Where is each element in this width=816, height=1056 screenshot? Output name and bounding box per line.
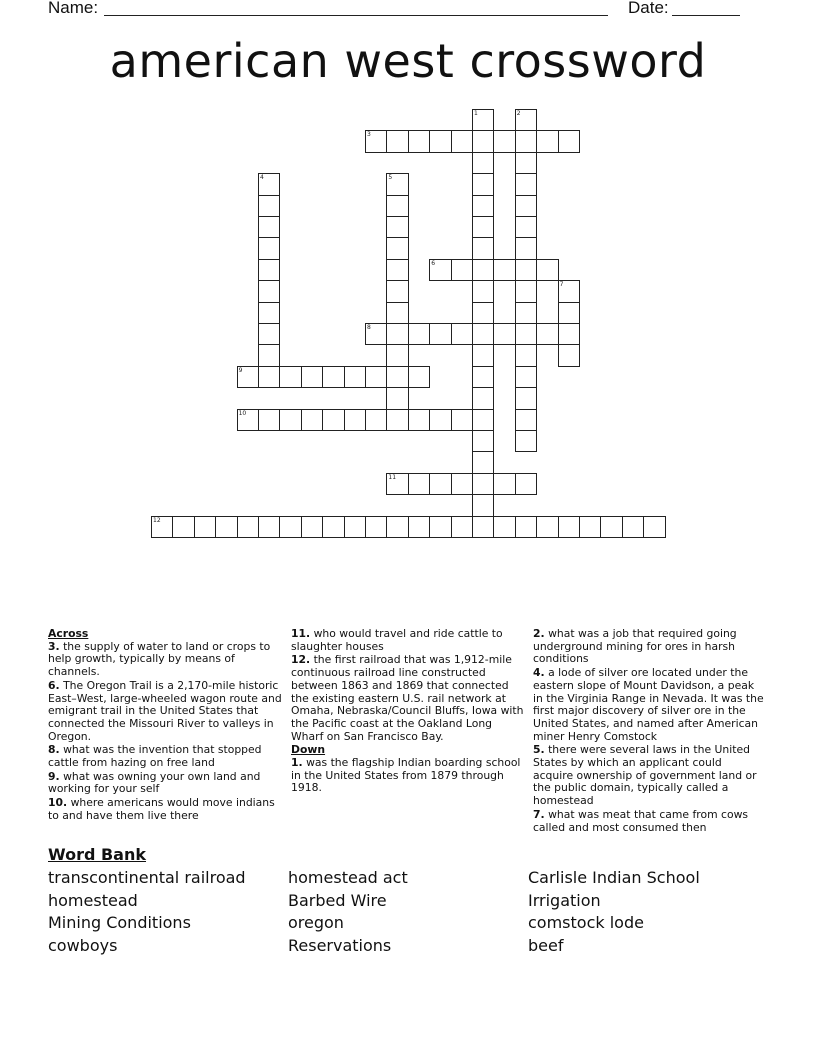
grid-cell[interactable]: [472, 237, 494, 259]
clue-number-label: 12: [153, 516, 161, 524]
grid-cell[interactable]: [258, 323, 280, 345]
clue-number-label: 6: [431, 259, 436, 267]
grid-cell[interactable]: [515, 237, 537, 259]
grid-cell[interactable]: [386, 259, 408, 281]
clue-text: the supply of water to land or crops to help growth, typically by means of channels.: [48, 639, 271, 679]
word-bank-item: transcontinental railroad: [48, 868, 246, 887]
clue-across-6: [48, 680, 284, 744]
word-bank-column-2: [288, 867, 408, 957]
grid-cell[interactable]: [472, 152, 494, 174]
grid-cell[interactable]: [365, 409, 387, 431]
grid-cell[interactable]: [386, 216, 408, 238]
word-bank-item: Irrigation: [528, 890, 601, 910]
word-bank-column-3: [528, 867, 700, 957]
grid-cell[interactable]: [408, 516, 430, 538]
grid-cell[interactable]: [515, 366, 537, 388]
clue-text: where americans would move indians to and have them live there: [48, 796, 275, 822]
grid-cell[interactable]: [622, 516, 644, 538]
grid-cell[interactable]: [172, 516, 194, 538]
clue-number-label: 3: [367, 131, 371, 139]
grid-cell[interactable]: [558, 302, 580, 324]
grid-cell[interactable]: [515, 516, 537, 538]
grid-cell[interactable]: [451, 409, 473, 431]
grid-cell[interactable]: [301, 409, 323, 431]
clue-number: 10.: [48, 796, 68, 810]
grid-cell[interactable]: [322, 409, 344, 431]
clue-text: a lode of silver ore located under the eastern slope of Mount Davidson, a peak in the Virginia Range in Nevada. It was the first major discovery of silver ore in the United States, and named after American miner Henry Comstock: [533, 666, 764, 743]
grid-cell[interactable]: [279, 516, 301, 538]
clue-text: what was owning your own land and working for your self: [48, 769, 261, 796]
clue-number-label: 10: [238, 409, 247, 417]
grid-cell[interactable]: [258, 366, 280, 388]
clue-number-label: 5: [388, 174, 393, 182]
clue-number: 6.: [48, 678, 60, 692]
grid-cell[interactable]: [279, 366, 301, 388]
clue-text: was the flagship Indian boarding school in the United States from 1879 through 1918.: [291, 756, 521, 795]
grid-cell[interactable]: [472, 216, 494, 238]
clue-number-label: 9: [238, 366, 243, 374]
clue-number: 8.: [48, 743, 60, 757]
grid-cell[interactable]: [258, 344, 280, 366]
grid-cell[interactable]: [472, 430, 494, 452]
grid-cell[interactable]: [258, 237, 280, 259]
word-bank-item: cowboys: [48, 935, 118, 955]
grid-cell[interactable]: [515, 323, 537, 345]
grid-cell[interactable]: [301, 516, 323, 538]
clue-number: 12.: [291, 653, 311, 667]
grid-cell[interactable]: [322, 366, 344, 388]
grid-cell[interactable]: [386, 387, 408, 409]
clue-number-label: 4: [260, 174, 264, 182]
clue-text: The Oregon Trail is a 2,170-mile historic East–West, large-wheeled wagon route and emigrant trail in the United States that connected the Missouri River to valleys in Oregon.: [48, 678, 282, 743]
page-title: american west crossword: [109, 34, 707, 88]
date-label: Date:: [628, 0, 669, 17]
word-bank-column-1: [48, 867, 246, 957]
grid-cell[interactable]: [536, 516, 558, 538]
word-bank-item: Reservations: [288, 935, 392, 955]
word-bank-item: Barbed Wire: [288, 890, 387, 910]
clue-text: what was a job that required going underground mining for ores in harsh conditions: [533, 627, 737, 666]
grid-cell[interactable]: [258, 302, 280, 324]
grid-cell[interactable]: [515, 302, 537, 324]
grid-cell[interactable]: [493, 259, 515, 281]
grid-cell[interactable]: [451, 323, 473, 345]
clue-number: 4.: [533, 666, 545, 680]
grid-cell[interactable]: [515, 130, 537, 152]
grid-cell[interactable]: [558, 323, 580, 345]
grid-cell[interactable]: [408, 409, 430, 431]
grid-cell[interactable]: [515, 409, 537, 431]
name-label: Name:: [48, 0, 99, 17]
clue-number: 5.: [533, 743, 545, 757]
grid-cell[interactable]: [429, 473, 451, 495]
grid-cell[interactable]: [493, 473, 515, 495]
grid-cell[interactable]: [344, 366, 366, 388]
clue-down-4: [533, 667, 765, 743]
grid-cell[interactable]: [386, 302, 408, 324]
grid-cell[interactable]: [558, 344, 580, 366]
grid-cell[interactable]: [258, 516, 280, 538]
grid-cell[interactable]: [258, 259, 280, 281]
word-bank-item: homestead: [48, 890, 138, 910]
word-bank-item: oregon: [288, 913, 344, 933]
grid-cell[interactable]: [258, 280, 280, 302]
grid-cell[interactable]: [429, 323, 451, 345]
grid-cell[interactable]: [536, 323, 558, 345]
clue-text: there were several laws in the United States by which an applicant could acquire ownership of government land or the public domain, typically called a homestead: [533, 743, 757, 808]
word-bank-item: Mining Conditions: [48, 913, 191, 933]
grid-cell[interactable]: [429, 516, 451, 538]
grid-cell[interactable]: [237, 516, 259, 538]
grid-cell[interactable]: [515, 216, 537, 238]
word-bank-item: beef: [528, 935, 564, 955]
clue-across-3: [48, 641, 284, 679]
grid-cell[interactable]: [386, 237, 408, 259]
grid-cell[interactable]: [472, 302, 494, 324]
grid-cell[interactable]: [386, 323, 408, 345]
grid-cell[interactable]: [472, 130, 494, 152]
grid-cell[interactable]: [558, 130, 580, 152]
grid-cell[interactable]: [386, 516, 408, 538]
clue-number-label: 8: [367, 324, 371, 331]
grid-cell[interactable]: [515, 473, 537, 495]
grid-cell[interactable]: [322, 516, 344, 538]
grid-cell[interactable]: [386, 130, 408, 152]
across-heading: Across: [48, 627, 89, 640]
clue-number: 1.: [291, 756, 303, 770]
clue-number: 9.: [48, 769, 60, 783]
clue-number-label: 11: [388, 473, 397, 481]
word-bank-title: Word Bank: [48, 845, 147, 864]
grid-cell[interactable]: [579, 516, 601, 538]
clue-text: what was the invention that stopped cattle from hazing on free land: [48, 743, 262, 770]
grid-cell[interactable]: [515, 344, 537, 366]
grid-cell[interactable]: [600, 516, 622, 538]
grid-cell[interactable]: [558, 516, 580, 538]
clue-number: 11.: [291, 627, 311, 640]
clue-across-12: [291, 654, 525, 743]
grid-cell[interactable]: [258, 409, 280, 431]
clue-across-8: [48, 744, 284, 769]
clue-column-2: [291, 628, 525, 796]
grid-cell[interactable]: [472, 173, 494, 195]
grid-cell[interactable]: [365, 516, 387, 538]
grid-cell[interactable]: [472, 366, 494, 388]
clue-down-2: [533, 628, 765, 666]
grid-cell[interactable]: [451, 259, 473, 281]
grid-cell[interactable]: [472, 195, 494, 217]
grid-cell[interactable]: [386, 280, 408, 302]
grid-cell[interactable]: [408, 366, 430, 388]
grid-cell[interactable]: [515, 195, 537, 217]
grid-cell[interactable]: [493, 130, 515, 152]
grid-cell[interactable]: [472, 409, 494, 431]
grid-cell[interactable]: [194, 516, 216, 538]
clue-number-label: 7: [559, 281, 564, 289]
clue-column-3: [533, 628, 765, 835]
grid-cell[interactable]: [493, 323, 515, 345]
clue-across-10: [48, 797, 284, 822]
clue-text: the first railroad that was 1,912-mile continuous railroad line constructed between 1863 and 1869 that connected the existing eastern U.S. rail network at Omaha, Nebraska/Council Bluffs, Iowa with the Pacific coast at the Oakland Long Wharf on San Francisco Bay.: [291, 653, 524, 743]
grid-cell[interactable]: [386, 409, 408, 431]
grid-cell[interactable]: [515, 259, 537, 281]
clue-number-label: 1: [474, 110, 478, 117]
grid-cell[interactable]: [451, 130, 473, 152]
clue-column-1: [48, 628, 284, 824]
clue-down-7: [533, 809, 765, 834]
clue-number: 7.: [533, 807, 545, 821]
clue-number: 2.: [533, 627, 545, 640]
grid-cell[interactable]: [279, 409, 301, 431]
grid-cell[interactable]: [472, 451, 494, 473]
clue-across-11: [291, 628, 525, 653]
grid-cell[interactable]: [515, 430, 537, 452]
grid-cell[interactable]: [472, 516, 494, 538]
grid-cell[interactable]: [344, 516, 366, 538]
grid-cell[interactable]: [472, 259, 494, 281]
grid-cell[interactable]: [386, 195, 408, 217]
grid-cell[interactable]: [472, 323, 494, 345]
grid-cell[interactable]: [515, 280, 537, 302]
grid-cell[interactable]: [344, 409, 366, 431]
down-heading: Down: [291, 743, 326, 757]
grid-cell[interactable]: [515, 387, 537, 409]
grid-cell[interactable]: [536, 130, 558, 152]
clue-number: 3.: [48, 639, 60, 653]
clue-down-5: [533, 744, 765, 808]
grid-cell[interactable]: [451, 473, 473, 495]
grid-cell[interactable]: [429, 130, 451, 152]
grid-cell[interactable]: [472, 344, 494, 366]
grid-cell[interactable]: [451, 516, 473, 538]
grid-cell[interactable]: [643, 516, 665, 538]
clue-text: who would travel and ride cattle to slaughter houses: [291, 627, 503, 653]
grid-cell[interactable]: [536, 259, 558, 281]
grid-cell[interactable]: [408, 323, 430, 345]
clue-across-9: [48, 771, 284, 796]
grid-cell[interactable]: [258, 195, 280, 217]
grid-cell[interactable]: [408, 130, 430, 152]
grid-cell[interactable]: [215, 516, 237, 538]
grid-cell[interactable]: [429, 409, 451, 431]
grid-cell[interactable]: [472, 387, 494, 409]
grid-cell[interactable]: [472, 473, 494, 495]
grid-cell[interactable]: [515, 152, 537, 174]
grid-cell[interactable]: [472, 280, 494, 302]
grid-cell[interactable]: [258, 216, 280, 238]
clue-text: what was meat that came from cows called and most consumed then: [533, 807, 749, 834]
grid-cell[interactable]: [472, 494, 494, 516]
grid-cell[interactable]: [493, 516, 515, 538]
grid-cell[interactable]: [386, 366, 408, 388]
grid-cell[interactable]: [365, 366, 387, 388]
clue-down-1: [291, 757, 525, 795]
word-bank-item: comstock lode: [528, 913, 644, 933]
grid-cell[interactable]: [515, 173, 537, 195]
word-bank-item: Carlisle Indian School: [528, 868, 700, 887]
clue-number-label: 2: [516, 110, 521, 117]
word-bank-item: homestead act: [288, 868, 408, 887]
grid-cell[interactable]: [301, 366, 323, 388]
grid-cell[interactable]: [408, 473, 430, 495]
grid-cell[interactable]: [386, 344, 408, 366]
